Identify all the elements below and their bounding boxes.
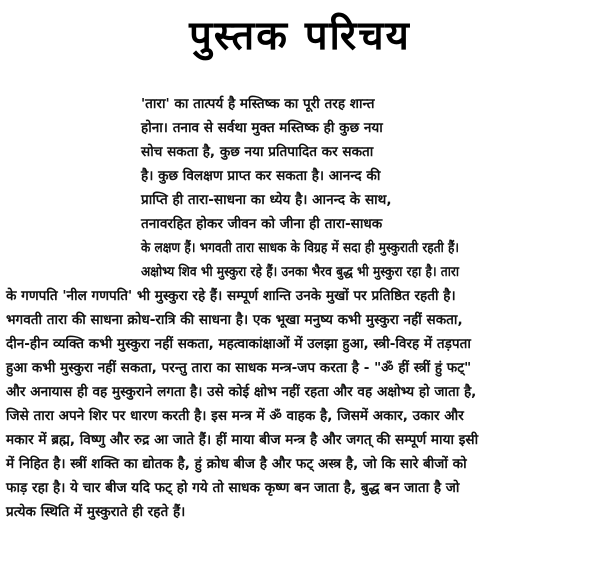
body-line-4: है। कुछ विलक्षण प्राप्त कर सकता है। आनन्द की	[141, 168, 381, 184]
body-line-8: अक्षोभ्य शिव भी मुस्कुरा रहे हैं। उनका भैरव बुद्ध भी मुस्कुरा रहा है। तारा	[141, 264, 459, 280]
page-title: पुस्तक परिचय	[189, 13, 411, 59]
body-line-16: में निहित है। स्त्रीं शक्ति का द्योतक है, हुं क्रोध बीज है और फट् अस्त्र है, जो कि सारे बीजों को	[6, 456, 467, 472]
body-line-9: के गणपति 'नील गणपति' भी मुस्कुरा रहे हैं। सम्पूर्ण शान्ति उनके मुखों पर प्रतिष्ठित रहती है।	[6, 288, 456, 304]
body-line-5: प्राप्ति ही तारा-साधना का ध्येय है। आनन्द के साथ,	[141, 192, 392, 208]
body-line-3: सोच सकता है, कुछ नया प्रतिपादित कर सकता	[141, 144, 374, 160]
body-line-7: के लक्षण हैं। भगवती तारा साधक के विग्रह में सदा ही मुस्कुराती रहती हैं।	[141, 240, 459, 256]
body-line-10: भगवती तारा की साधना क्रोध-रात्रि की साधना है। एक भूखा मनुष्य कभी मुस्कुरा नहीं सकता,	[6, 312, 463, 328]
body-line-12: हुआ कभी मुस्कुरा नहीं सकता, परन्तु तारा का साधक मन्त्र-जप करता है - "ॐ हीं स्त्रीं हुं फट्"	[6, 360, 472, 376]
body-line-11: दीन-हीन व्यक्ति कभी मुस्कुरा नहीं सकता, महत्वाकांक्षाओं में उलझा हुआ, स्त्री-विरह में तड़पता	[6, 336, 471, 352]
body-line-6: तनावरहित होकर जीवन को जीना ही तारा-साधक	[141, 216, 383, 232]
body-line-1: 'तारा' का तात्पर्य है मस्तिष्क का पूरी तरह शान्त	[141, 96, 375, 112]
body-line-13: और अनायास ही वह मुस्कुराने लगता है। उसे कोई क्षोभ नहीं रहता और वह अक्षोभ्य हो जाता है,	[6, 384, 477, 400]
body-line-2: होना। तनाव से सर्वथा मुक्त मस्तिष्क ही कुछ नया	[141, 120, 383, 136]
body-line-18: प्रत्येक स्थिति में मुस्कुराते ही रहते हैं।	[6, 504, 186, 520]
body-line-17: फाड़ रहा है। ये चार बीज यदि फट् हो गये तो साधक कृष्ण बन जाता है, बुद्ध बन जाता है जो	[6, 480, 460, 496]
body-line-15: मकार में ब्रह्म, विष्णु और रुद्र आ जाते हैं। हीं माया बीज मन्त्र है और जगत् की सम्पूर्ण माया इसी	[6, 432, 479, 448]
body-line-14: जिसे तारा अपने शिर पर धारण करती है। इस मन्त्र में ॐ वाहक है, जिसमें अकार, उकार और	[6, 408, 464, 424]
